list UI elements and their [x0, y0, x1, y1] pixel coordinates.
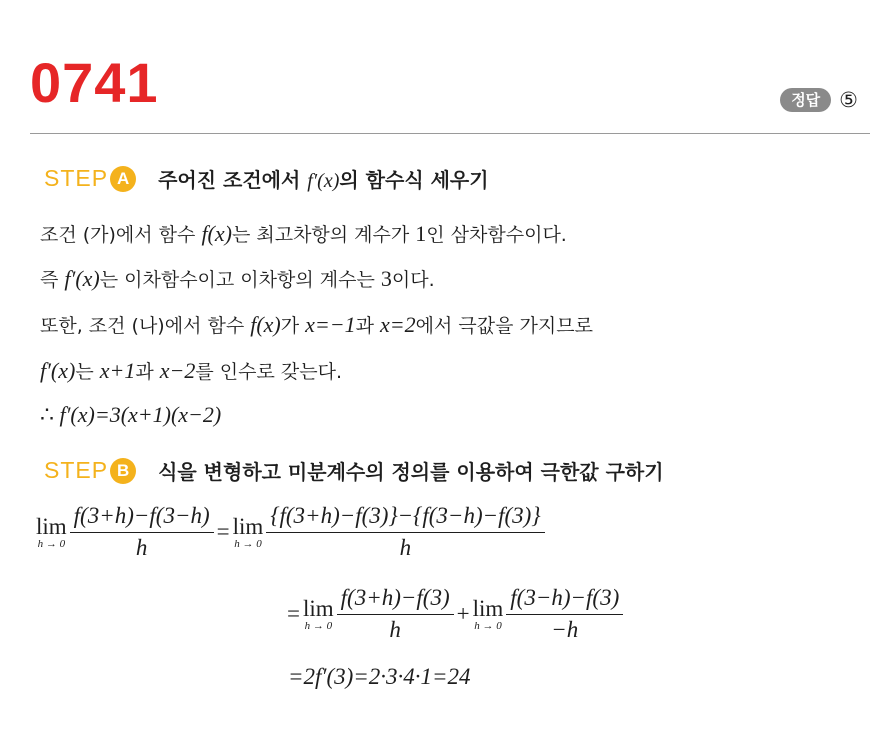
lim-sub: h → 0	[37, 538, 66, 550]
lim-sub: h → 0	[304, 620, 333, 632]
header-divider	[30, 133, 870, 134]
final-result: =2f′(3)=2·3·4·1=24	[288, 664, 471, 689]
math: f′(x)=3(x+1)(x−2)	[59, 402, 222, 427]
step-a-line-4	[40, 357, 342, 384]
math: 1	[415, 221, 427, 246]
lim-text: lim	[302, 596, 334, 621]
step-a-title-math: f′(x)	[307, 170, 340, 192]
step-a-badge: A	[110, 166, 136, 192]
text: 과	[135, 361, 160, 383]
step-a-line-2	[40, 265, 435, 292]
equation-row-1	[36, 503, 545, 561]
step-a-line-3	[40, 311, 593, 338]
math: f′(x)	[64, 266, 100, 291]
step-b-title: 식을 변형하고 미분계수의 정의를 이용하여 극한값 구하기	[158, 460, 664, 484]
math: f(x)	[201, 221, 232, 246]
numerator: f(3−h)−f(3)	[510, 585, 620, 610]
limit	[303, 596, 334, 632]
denominator: h	[135, 535, 148, 560]
equals: =	[287, 601, 300, 626]
answer-badge: 정답	[780, 88, 831, 112]
answer-box	[780, 88, 858, 112]
step-a-line-1	[40, 220, 567, 247]
text: 는 최고차항의 계수가	[231, 224, 416, 246]
lim-sub: h → 0	[474, 620, 502, 632]
step-a-title-pre: 주어진 조건에서	[158, 168, 308, 192]
math: x=2	[380, 312, 416, 337]
text: 는 이차함수이고 이차항의 계수는	[99, 269, 381, 291]
limit	[473, 596, 504, 632]
therefore-symbol: ∴	[40, 402, 60, 427]
text: 는	[75, 361, 100, 383]
denominator: −h	[551, 617, 579, 642]
step-b-badge: B	[110, 458, 136, 484]
step-a-line-5	[40, 402, 221, 428]
text: 또한, 조건 (나)에서 함수	[40, 315, 251, 337]
lim-sub: h → 0	[234, 538, 262, 550]
step-b-heading	[44, 456, 664, 485]
equation-row-3	[288, 664, 471, 690]
lim-text: lim	[232, 514, 264, 539]
fraction	[70, 503, 214, 561]
lim-text: lim	[36, 514, 67, 539]
text: 이다.	[391, 269, 435, 291]
text: 조건 (가)에서 함수	[40, 224, 202, 246]
plus: +	[456, 601, 470, 626]
limit	[233, 514, 264, 550]
numerator: f(3+h)−f(3)	[340, 585, 450, 610]
text: 를 인수로 갖는다.	[195, 361, 343, 383]
step-a-title	[158, 164, 488, 193]
step-b-label: STEP	[44, 457, 109, 483]
answer-value: ⑤	[839, 88, 858, 112]
text: 즉	[40, 269, 65, 291]
problem-number: 0741	[30, 51, 159, 114]
step-a-title-post: 의 함수식 세우기	[339, 168, 489, 192]
text: 에서 극값을 가지므로	[415, 315, 593, 337]
step-a-heading	[44, 164, 489, 193]
fraction	[266, 503, 544, 561]
math: f(x)	[250, 312, 281, 337]
numerator: f(3+h)−f(3−h)	[73, 503, 210, 528]
limit	[36, 514, 67, 550]
math: f′(x)	[40, 358, 76, 383]
fraction	[506, 585, 623, 643]
equation-row-2	[284, 585, 623, 643]
equals: =	[216, 519, 230, 544]
step-a-label: STEP	[44, 165, 109, 191]
text: 과	[355, 315, 381, 337]
denominator: h	[389, 617, 401, 642]
math: x−2	[159, 358, 196, 383]
numerator: {f(3+h)−f(3)}−{f(3−h)−f(3)}	[270, 503, 541, 528]
fraction	[337, 585, 454, 643]
math: x+1	[99, 358, 136, 383]
lim-text: lim	[472, 596, 504, 621]
text: 가	[280, 315, 306, 337]
math: 3	[380, 266, 392, 291]
denominator: h	[399, 535, 412, 560]
text: 인 삼차함수이다.	[426, 224, 567, 246]
math: x=−1	[305, 312, 356, 337]
